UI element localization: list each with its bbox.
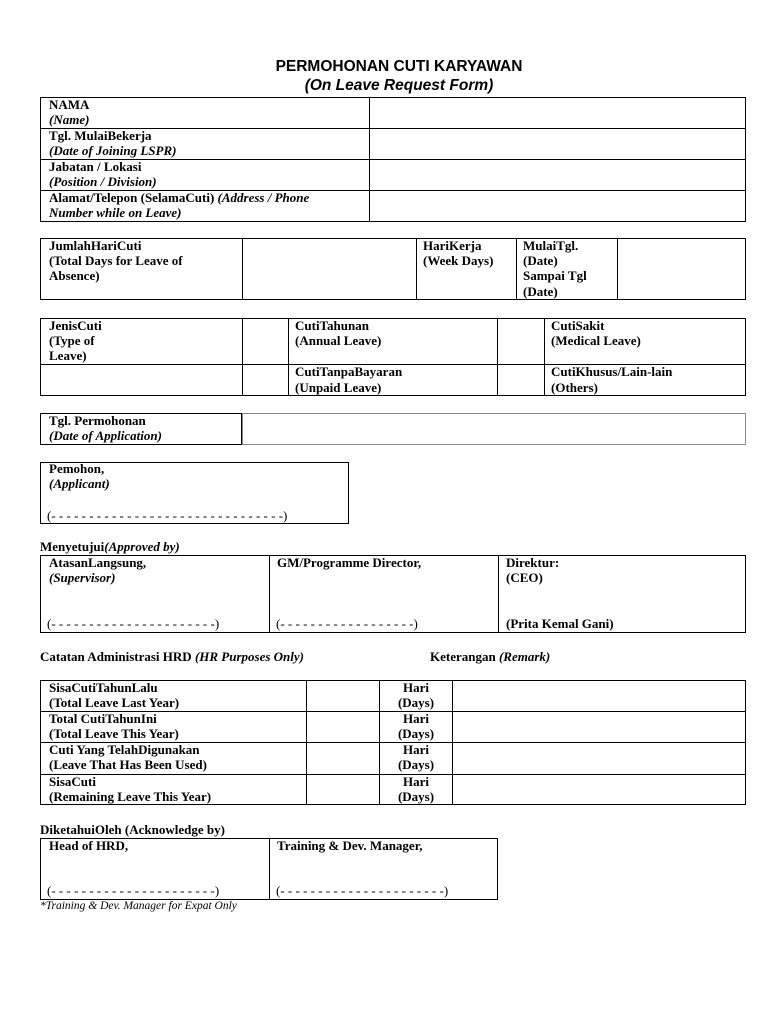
hr-row-value[interactable] xyxy=(308,682,378,710)
applicant-signature-line[interactable]: (- - - - - - - - - - - - - - - - - - - - - - - - - - - - - - -) xyxy=(47,508,288,523)
supervisor-label: AtasanLangsung, xyxy=(49,555,147,570)
end-date-label: Sampai Tgl xyxy=(523,268,587,283)
start-date-sublabel: (Date) xyxy=(523,253,558,268)
form-title: PERMOHONAN CUTI KARYAWAN xyxy=(275,58,523,75)
end-date-sublabel: (Date) xyxy=(523,284,558,299)
week-days-label: HariKerja xyxy=(423,238,482,253)
head-of-hrd-label: Head of HRD, xyxy=(49,838,129,853)
head-of-hrd-signature-line[interactable]: (- - - - - - - - - - - - - - - - - - - - - -) xyxy=(47,883,220,898)
annual-leave-label: CutiTahunan xyxy=(295,318,369,333)
position-label: Jabatan / Lokasi xyxy=(49,159,142,174)
address-field[interactable] xyxy=(371,192,744,220)
hr-row-remark[interactable] xyxy=(454,744,744,773)
hr-row-unit-sub: (Days) xyxy=(397,789,435,804)
leave-type-sublabel-b: Leave) xyxy=(49,348,87,363)
hr-row-label: Cuti Yang TelahDigunakan xyxy=(49,742,200,757)
total-days-sublabel-a: (Total Days for Leave of xyxy=(49,253,183,268)
special-leave-sublabel: (Others) xyxy=(551,380,598,395)
approved-by-sublabel: (Approved by) xyxy=(104,539,180,554)
gm-label: GM/Programme Director, xyxy=(277,555,422,570)
training-manager-label: Training & Dev. Manager, xyxy=(277,838,423,853)
sick-leave-sublabel: (Medical Leave) xyxy=(551,333,641,348)
acknowledge-heading: DiketahuiOleh (Acknowledge by) xyxy=(40,822,225,837)
hr-row-label: SisaCuti xyxy=(49,774,96,789)
hr-row-label: Total CutiTahunIni xyxy=(49,711,157,726)
hr-row-sublabel: (Leave That Has Been Used) xyxy=(49,757,207,772)
hr-row-value[interactable] xyxy=(308,776,378,804)
applicant-sublabel: (Applicant) xyxy=(49,476,110,491)
address-sublabel-a: (Address / Phone xyxy=(217,190,310,205)
hr-row-remark[interactable] xyxy=(454,682,744,710)
director-sublabel: (CEO) xyxy=(506,570,543,585)
hr-row-value[interactable] xyxy=(308,744,378,773)
sick-leave-label: CutiSakit xyxy=(551,318,605,333)
name-field[interactable] xyxy=(371,99,744,127)
position-sublabel: (Position / Division) xyxy=(49,174,157,189)
hr-heading: Catatan Administrasi HRD xyxy=(40,649,192,664)
director-name: (Prita Kemal Gani) xyxy=(506,616,614,631)
supervisor-signature-line[interactable]: (- - - - - - - - - - - - - - - - - - - - - -) xyxy=(47,616,220,631)
supervisor-sublabel: (Supervisor) xyxy=(49,570,116,585)
hr-row-value[interactable] xyxy=(308,713,378,741)
total-days-sublabel-b: Absence) xyxy=(49,268,100,283)
remark-heading: Keterangan xyxy=(430,649,496,664)
sick-leave-checkbox[interactable] xyxy=(499,320,543,363)
unpaid-leave-label: CutiTanpaBayaran xyxy=(295,364,403,379)
address-sublabel-b: Number while on Leave) xyxy=(49,205,182,220)
application-date-sublabel: (Date of Application) xyxy=(49,428,162,443)
special-leave-label: CutiKhusus/Lain-lain xyxy=(551,364,673,379)
approved-by-heading: Menyetujui xyxy=(40,539,105,554)
special-leave-checkbox[interactable] xyxy=(499,366,543,395)
join-date-field[interactable] xyxy=(371,130,744,158)
application-date-label: Tgl. Permohonan xyxy=(49,413,146,428)
hr-row-unit-sub: (Days) xyxy=(397,757,435,772)
training-manager-signature-line[interactable]: (- - - - - - - - - - - - - - - - - - - - - -) xyxy=(276,883,449,898)
address-label: Alamat/Telepon (SelamaCuti) xyxy=(49,190,215,205)
hr-row-sublabel: (Remaining Leave This Year) xyxy=(49,789,212,804)
remark-sublabel: (Remark) xyxy=(498,649,551,664)
hr-row-unit-sub: (Days) xyxy=(397,726,435,741)
total-days-field[interactable] xyxy=(244,240,415,298)
hr-sublabel: (HR Purposes Only) xyxy=(194,649,304,664)
week-days-sublabel: (Week Days) xyxy=(423,253,494,268)
footnote: *Training & Dev. Manager for Expat Only xyxy=(40,900,237,912)
hr-row-label: SisaCutiTahunLalu xyxy=(49,680,158,695)
hr-row-unit: Hari xyxy=(403,774,429,789)
annual-leave-checkbox[interactable] xyxy=(244,320,287,363)
name-sublabel: (Name) xyxy=(49,112,90,127)
form-subtitle: (On Leave Request Form) xyxy=(304,77,494,94)
hr-row-unit: Hari xyxy=(403,742,429,757)
hr-row-remark[interactable] xyxy=(454,713,744,741)
position-field[interactable] xyxy=(371,161,744,189)
gm-signature-line[interactable]: (- - - - - - - - - - - - - - - - - -) xyxy=(276,616,418,631)
applicant-label: Pemohon, xyxy=(49,461,105,476)
application-date-field[interactable] xyxy=(242,413,746,445)
hr-row-remark[interactable] xyxy=(454,776,744,804)
unpaid-leave-sublabel: (Unpaid Leave) xyxy=(295,380,382,395)
leave-type-table xyxy=(40,318,746,396)
total-days-label: JumlahHariCuti xyxy=(49,238,142,253)
hr-row-unit: Hari xyxy=(403,680,429,695)
hr-row-unit-sub: (Days) xyxy=(397,695,435,710)
leave-type-sublabel-a: (Type of xyxy=(49,333,95,348)
director-label: Direktur: xyxy=(506,555,560,570)
join-date-label: Tgl. MulaiBekerja xyxy=(49,128,152,143)
annual-leave-sublabel: (Annual Leave) xyxy=(295,333,382,348)
name-label: NAMA xyxy=(49,97,90,112)
start-date-label: MulaiTgl. xyxy=(523,238,579,253)
hr-row-sublabel: (Total Leave Last Year) xyxy=(49,695,180,710)
leave-type-label: JenisCuti xyxy=(49,318,102,333)
join-date-sublabel: (Date of Joining LSPR) xyxy=(49,143,177,158)
date-range-field[interactable] xyxy=(619,240,744,298)
unpaid-leave-checkbox[interactable] xyxy=(244,366,287,395)
hr-row-sublabel: (Total Leave This Year) xyxy=(49,726,179,741)
hr-row-unit: Hari xyxy=(403,711,429,726)
